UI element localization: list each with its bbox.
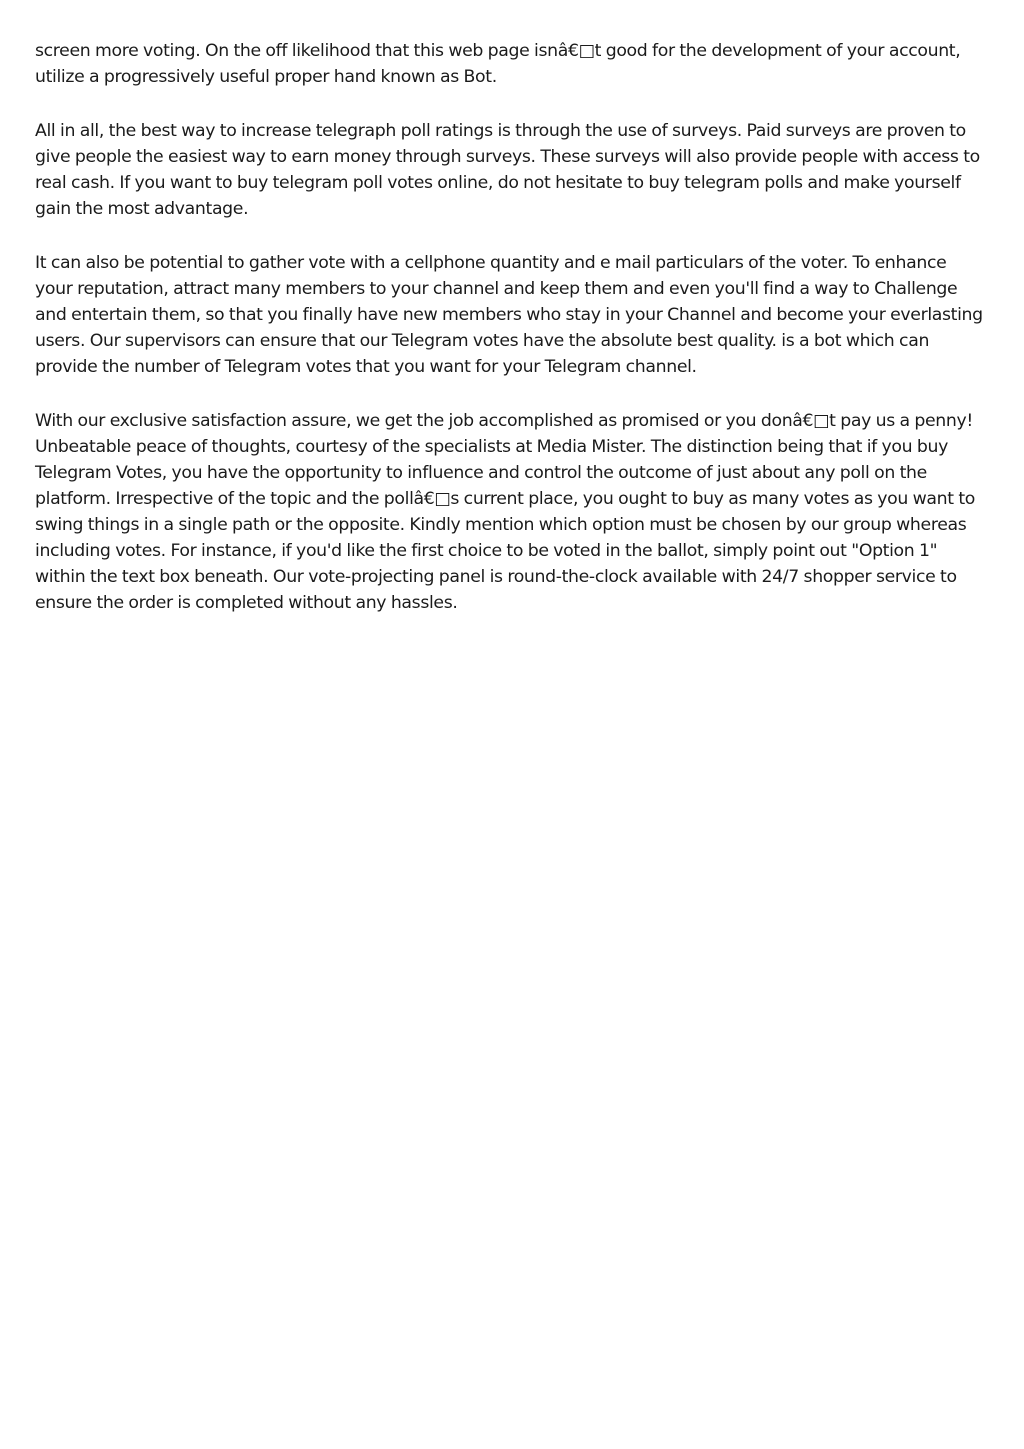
paragraph-4: With our exclusive satisfaction assure, we get the job accomplished as promised or you donâ€□t pay us a penny! Unbeatable peace of thoughts, courtesy of the specialists at Media Mister. The distinction being that if you buy Telegram Votes, you have the opportunity to influence and control the outcome of just about any poll on the platform. Irrespective of the topic and the pollâ€□s current place, you ought to buy as many votes as you want to swing things in a single path or the opposite. Kindly mention which option must be chosen by our group whereas including votes. For instance, if you'd like the first choice to be voted in the ballot, simply point out "Option 1" within the text box beneath. Our vote-projecting panel is round-the-clock available with 24/7 shopper service to ensure the order is completed without any hassles. [35, 411, 975, 613]
paragraph-2: All in all, the best way to increase telegraph poll ratings is through the use of surveys. Paid surveys are proven to give people the easiest way to earn money through surveys. These surveys will also provide people with access to real cash. If you want to buy telegram poll votes online, do not hesitate to buy telegram polls and make yourself gain the most advantage. [35, 121, 980, 219]
paragraph-3: It can also be potential to gather vote with a cellphone quantity and e mail particulars of the voter. To enhance your reputation, attract many members to your channel and keep them and even you'll find a way to Challenge and entertain them, so that you finally have new members who stay in your Channel and become your everlasting users. Our supervisors can ensure that our Telegram votes have the absolute best quality. is a bot which can provide the number of Telegram votes that you want for your Telegram channel. [35, 253, 983, 377]
paragraph-1: screen more voting. On the off likelihood that this web page isnâ€□t good for the development of your account, utilize a progressively useful proper hand known as Bot. [35, 41, 961, 87]
document-page [35, 38, 987, 644]
